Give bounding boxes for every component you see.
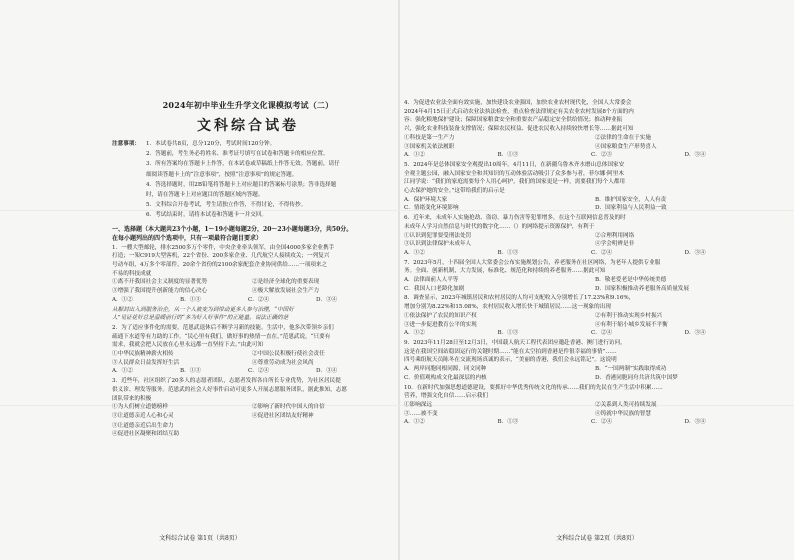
- question: [404, 384, 778, 401]
- question-line: 心去保护她的安全。”这带给我们的启示是: [404, 188, 505, 195]
- section-heading-line2: 在每小题列出的四个选项中，只有一项最符合题目要求）: [112, 234, 263, 242]
- question-options: [404, 232, 778, 249]
- option: ②有利于推动实现乡村振兴: [595, 312, 663, 319]
- question-options: [112, 278, 384, 295]
- answer-choice: A．①②: [404, 152, 425, 159]
- question-options: [404, 401, 778, 418]
- option: ①离不开我国社会主义制度的显著优势: [112, 279, 208, 286]
- question-line: 务。全面、创新机制，大力发展，标准化、规范化和持续的养老服务……据此可知: [404, 268, 606, 275]
- exam-page-2: [400, 0, 794, 560]
- question-line: 2．为了适应事件化的需要，范恩武退休后不断学习新的技能。生活中，他多次带领乡亲们: [112, 324, 334, 331]
- question-line: ④促进社区凝聚和团结互助: [112, 431, 180, 438]
- answer-choice: D．③④: [316, 296, 338, 303]
- note-label: [112, 149, 146, 159]
- question-line: 疏通下水道等有力助的工作。“民心里有我们，做好事的热情一直在，”范恩武说，“只要有: [112, 333, 331, 340]
- question: [112, 244, 384, 279]
- question-line: 6．近年来，未成年人实施抢劫、盗窃、暴力伤害等犯罪增多，在这个互联网信息普及的时: [404, 215, 626, 222]
- exam-notes: [112, 139, 384, 221]
- question-options: [404, 134, 778, 151]
- option: D．香港同胞同舟共济共筑中国梦: [595, 374, 678, 381]
- question-line: 增加分别为8.22%和15.08%，农村居民收入增长快于城镇居民……这一现象的出现: [404, 304, 611, 311]
- option: ①科技是第一生产力: [404, 134, 455, 141]
- option: ③增强了我国提升创新能力的信心决心: [112, 288, 208, 295]
- option: D．国家利益与人民利益一致: [595, 205, 667, 212]
- option: ②合理利用网络: [595, 232, 635, 239]
- note-row: [112, 190, 384, 200]
- question-options: [404, 276, 778, 293]
- answer-choice: A．①②: [404, 330, 425, 337]
- option: B．“一国两制”实践取得成功: [595, 366, 667, 373]
- question-options: [112, 350, 384, 367]
- question: [112, 324, 384, 350]
- option: ④国家粮食生产形势喜人: [595, 143, 657, 150]
- question-line: 号动车组，4万多个零部件，20余个省份的2100余家配套企业协同供给……一项项来之: [112, 262, 328, 269]
- option: ④有利于缩小城乡发展不平衡: [595, 321, 668, 328]
- option: ④促进社区团结友好精神: [252, 412, 314, 419]
- option: D．国家积极推动养老服务高质量发展: [595, 285, 689, 292]
- section-heading-line1: 一、选择题（本大题共23个小题，1～19小题每题2分，20～23小题每题3分，共50分。: [112, 225, 353, 233]
- answer-choice: D．③④: [684, 249, 706, 256]
- answer-choice: D．③④: [684, 419, 706, 426]
- question-line: 2024年4月15日正式启动农业法执法检查，重点检查法律规定有关农业农村发展8个方面的内: [404, 108, 634, 115]
- note-label: 注意事项：: [112, 141, 140, 147]
- option: ①为人们树立道德榜样: [112, 404, 168, 411]
- answer-choices: [404, 249, 778, 258]
- question: [404, 161, 778, 196]
- note-row: [112, 170, 384, 180]
- option: ②是经济全球化的重要表现: [252, 279, 320, 286]
- answer-choices: [404, 329, 778, 338]
- note-text: 3．所有答案均在答题卡上作答，在本试卷或草稿纸上作答无效。答题前，请仔: [146, 161, 340, 168]
- question-line: ③让道德亲近后出生命力: [112, 422, 174, 429]
- option: ①影响深远: [404, 401, 432, 408]
- answer-choice: B．①③: [497, 152, 519, 159]
- question: [112, 306, 384, 323]
- exam-main-title: 文科综合试卷: [197, 118, 299, 134]
- answer-choice: B．①③: [497, 249, 519, 256]
- answer-choice: B．①③: [497, 419, 519, 426]
- answer-choice: D．③④: [684, 152, 706, 159]
- note-label: [112, 210, 146, 220]
- option: ②中国公民积极行使社会责任: [252, 351, 325, 358]
- question-options: [404, 196, 778, 213]
- note-text: 细阅读答题卡上的“注意事项”，按照“注意事项”的规定答题。: [146, 171, 298, 178]
- note-row: [112, 149, 384, 159]
- question-line: 从解封出入到服务治企，从一个人被变为到带动更多人参与治理，“中国好: [112, 306, 294, 313]
- note-text: 4．答选择题时，用2B铅笔将答题卡上对应题目的答案标号涂黑；答非选择题: [146, 181, 337, 188]
- page-footer-2: 文科综合试卷 第2页（共8页）: [556, 535, 638, 542]
- question: [404, 259, 778, 276]
- option: ①中华民族精神薪火相传: [112, 351, 174, 358]
- answer-choice: C．②④: [591, 419, 613, 426]
- section-heading: [112, 225, 384, 243]
- option: ②关系到人类可持续发展: [595, 401, 657, 408]
- option: ③进一步促进教育公平的实现: [404, 321, 477, 328]
- option: A．两岸同胞同根同源，同文同种: [404, 366, 487, 373]
- answer-choice: C．②③: [591, 152, 613, 159]
- note-label: [112, 190, 146, 200]
- option: ④铸就中华民族的智慧: [595, 410, 651, 417]
- question-line: 不易的科技成就: [112, 270, 152, 277]
- answer-choice: A．①②: [404, 419, 425, 426]
- question-line: 未成年人学习自然信息与时代的数字化……（）的网络提示资源保护，有利于: [404, 223, 595, 230]
- question-line: 兴，强化农业科技装备支撑情况；保障农民权益、促进农民收入持续较快增长等……据此可知: [404, 126, 634, 133]
- question: [404, 214, 778, 231]
- question-line: 3．近些年，社区组织了20多人的志愿者团队，志愿者发挥各自所长专业优势，为社区居民提: [112, 378, 341, 385]
- question-line: 供义诊、理发等服务。范恩武的社会人好事件启动可更多人开展志愿服务团队，据此推知，志愿: [112, 386, 347, 393]
- option: ③认识到法律保护未成年人: [404, 241, 472, 248]
- question-line: 四号乘组航天员陈冬在交流现场真诚的表示，“美丽的香港，我们会永远铭记”。这说明: [404, 357, 617, 364]
- option: A．保护环境大家: [404, 196, 448, 203]
- question-line: 这是在我国空间站稳固运行的关键时期……“能在太空拍到香港是件很幸福的事情”……: [404, 348, 617, 355]
- right-questions: [404, 99, 778, 427]
- answer-choices: [112, 296, 384, 305]
- question-line: 打造；一架C919大型客机，22个省份、200多家企业、几代航空人接续攻关；一列复兴: [112, 253, 330, 260]
- answer-choices: [112, 367, 384, 376]
- note-row: [112, 210, 384, 220]
- note-row: [112, 139, 384, 149]
- answer-choice: A．①②: [112, 368, 133, 375]
- left-questions: [112, 244, 384, 439]
- option: B．维护国家安全，人人有责: [595, 196, 667, 203]
- option: A．法律面前人人平等: [404, 277, 459, 284]
- question-options: [404, 365, 778, 382]
- note-row: [112, 200, 384, 210]
- option: ④尊重劳动成为社会风尚: [252, 359, 314, 366]
- answer-choice: A．①②: [112, 296, 133, 303]
- question-line: 人”见证花好总是温暖前行的“多为好人好事件”的正能量。说法正确的是: [112, 315, 289, 322]
- question-line: 7．2023年5月，十四届全国人大常委会公布实施规划公告，养老服务在社区网络，为老年人提供专业服: [404, 259, 661, 266]
- question-line: 团队带来的积极: [112, 395, 152, 402]
- option: B．敬老爱老是中华传统美德: [595, 277, 667, 284]
- answer-choices: [404, 151, 778, 160]
- option: C．价值观构成文化最深层的内核: [404, 374, 487, 381]
- note-text: 1．本试卷共8页，总分120分，考试时间120分钟。: [146, 141, 276, 147]
- question-line: 需求，我就会把人民放在心里永远都一直坚持下去。”由此可知: [112, 342, 264, 349]
- note-row: [112, 159, 384, 169]
- question-options: [112, 403, 384, 420]
- answer-choice: C．②④: [248, 296, 270, 303]
- question: [404, 339, 778, 365]
- question: [112, 422, 384, 439]
- note-text: 5．文科综合开卷考试，考生请独立作答，不得讨论，不得传抄。: [146, 202, 307, 209]
- option: ③国家机关依法履职: [404, 143, 455, 150]
- answer-choice: D．③④: [316, 368, 338, 375]
- question: [404, 294, 778, 311]
- answer-choice: C．②④: [591, 330, 613, 337]
- question-line: 1．一艘大型邮轮，排水2500多万个零件，中央企业牵头领军，由全国4000多家企业携手: [112, 244, 335, 251]
- question-options: [404, 312, 778, 329]
- option: ①认识到犯罪要受刑法处罚: [404, 232, 472, 239]
- answer-choice: A．①②: [404, 249, 425, 256]
- note-text: 2．答题前，考生务必将姓名、准考证号填写在试卷和答题卡的相应位置。: [146, 151, 329, 158]
- option: ③让道德亲近人心和心灵: [112, 412, 174, 419]
- question-line: 容：强化粮地保护建设；保障国家粮食安全和重要农产品稳定安全供给情况；推动种业振: [404, 117, 623, 124]
- option: C．情绪变化环境影响: [404, 205, 459, 212]
- note-label: [112, 200, 146, 210]
- option: ④极大解放发展社会生产力: [252, 288, 320, 295]
- option: ②法律的生命在于实施: [595, 134, 651, 141]
- option: C．我国人口老龄化加剧: [404, 285, 465, 292]
- option: ④学会明辨是非: [595, 241, 635, 248]
- note-label: [112, 170, 146, 180]
- question-line: 全观主题公园，融入国家安全和其知识的互动体验活动吸引了众多参与者，菲尔娜·阿里木: [404, 170, 624, 177]
- answer-choices: [404, 418, 778, 427]
- question-line: 10．在新时代加强思想道德建设，要抓好中华优秀传统文化的传承……我们的先民在生产生活中积累……: [404, 384, 663, 391]
- option: ①依法保护了农民的知识产权: [404, 312, 477, 319]
- exam-title-line: 2024年初中毕业生升学文化课模拟考试（二）: [162, 100, 334, 110]
- answer-choice: D．③④: [684, 330, 706, 337]
- note-label: [112, 159, 146, 169]
- question-line: 江同学说：“我们的家庭需要每个人用心呵护，我们的国家更是一样，需要我们每个人都用: [404, 179, 626, 186]
- note-row: [112, 180, 384, 190]
- option: ②影响了新时代中国人的自信: [252, 404, 325, 411]
- question-line: 营养，增强文化自信……启示我们: [404, 393, 488, 400]
- note-text: 时，请在答题卡上对应题目的答题区域内答题。: [146, 192, 264, 199]
- question-line: 9．2023年11月28日至12月3日，中国载人航天工程代表团应邀赴香港、澳门进行访问，: [404, 339, 626, 346]
- question-line: 8．调查显示，2023年城镇居民和农村居民的人均可支配收入分别增长了17.23%和9.16%，: [404, 295, 635, 302]
- option: ③……被不变: [404, 410, 438, 417]
- answer-choice: C．②④: [591, 249, 613, 256]
- note-text: 6．考试结束时，请将本试卷和答题卡一并交回。: [146, 212, 268, 219]
- answer-choice: B．①③: [180, 368, 201, 375]
- answer-choice: C．②④: [248, 368, 270, 375]
- answer-choice: B．①③: [180, 296, 201, 303]
- option: ③人民群众日益发挥好生活: [112, 359, 180, 366]
- question-line: 5．2024年是总体国家安全观提出10周年。4月11日，在新疆乌鲁木齐水磨山总体国家安: [404, 161, 625, 168]
- question: [112, 377, 384, 403]
- question-line: 4．为促进农业法全面有效实施，加快建设农业强国，加快农业农村现代化，全国人大常委会: [404, 100, 632, 106]
- page-footer-1: 文科综合试卷 第1页（共8页）: [159, 535, 241, 542]
- note-label: [112, 180, 146, 190]
- answer-choice: B．①③: [497, 330, 519, 337]
- question: [404, 99, 778, 134]
